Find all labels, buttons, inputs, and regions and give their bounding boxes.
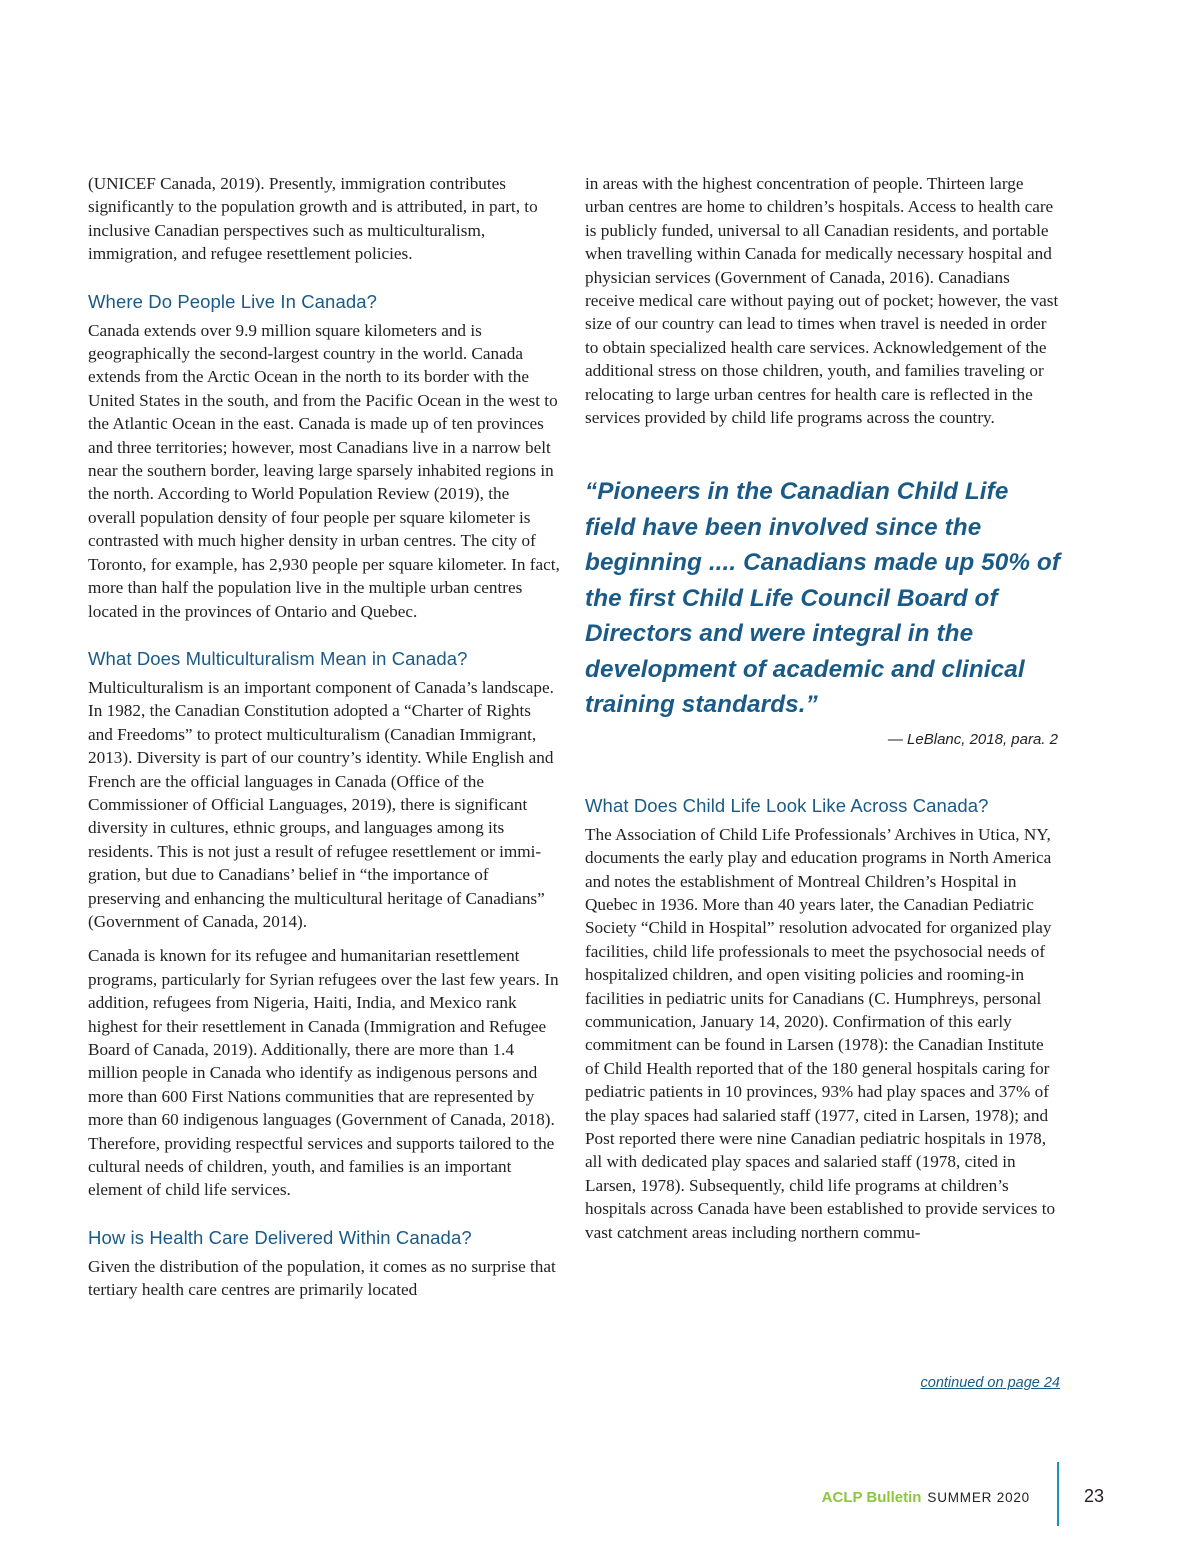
intro-paragraph: (UNICEF Canada, 2019). Presently, immigration contributes significantly to the population growth and is attributed, in part, to inclusive Canadian perspectives such as multiculturalism, immigration, and refugee resettlement policies. <box>88 174 538 264</box>
publication-name: ACLP Bulletin <box>821 1489 922 1506</box>
footer-publication <box>822 1489 1030 1506</box>
pull-quote: “Pioneers in the Canadian Child Life field have been involved since the beginning .... Canadians made up 50% of the first Child Life Council Board of Directors and were integral in the development of academic and clinical training standards.” <box>585 478 1061 718</box>
footer-divider <box>1057 1462 1059 1526</box>
page-number: 23 <box>1084 1486 1105 1506</box>
issue-date: SUMMER 2020 <box>927 1490 1030 1505</box>
where-people-live-paragraph: Canada extends over 9.9 million square kilometers and is geographically the second-largest country in the world. Canada extends from the Arctic Ocean in the north to its border with the United States in the south, and from the Pacific Ocean in the west to the Atlantic Ocean in the east. Canada is made up of ten provinces and three territories; however, most Canadians live in a narrow belt near the southern border, leaving large sparsely inhabited regions in the north. According to World Population Review (2019), the overall population density of four people per square kilometer is contrasted with much higher density in urban centres. The city of Toronto, for example, has 2,930 people per square kilometer. In fact, more than half the population live in the multiple urban centres located in the provinces of Ontario and Quebec. <box>88 320 560 621</box>
health-care-paragraph: Given the distribution of the population, it comes as no surprise that tertiary health care centres are primarily located <box>88 1256 556 1300</box>
section-heading-health-care: How is Health Care Delivered Within Canada? <box>88 1226 472 1248</box>
continued-paragraph: in areas with the highest concentration of people. Thirteen large urban centres are home to children’s hospitals. Access to health care is publicly funded, universal to all Canadian residents, and portable when travelling within Canada for medically necessary hospital and physician services (Government of Canada, 2016). Canadians receive medical care without paying out of pocket; however, the vast size of our country can lead to times when travel is needed in order to obtain specialized health care services. Acknowledgement of the additional stress on those children, youth, and families traveling or relocating to large urban centres for health care is reflected in the services provided by child life programs across the country. <box>585 174 1059 428</box>
right-column <box>585 172 1060 1255</box>
quote-attribution: — LeBlanc, 2018, para. 2 <box>887 731 1058 749</box>
continued-on-page-link[interactable]: continued on page 24 <box>920 1375 1060 1391</box>
section-heading-child-life: What Does Child Life Look Like Across Canada? <box>585 794 989 816</box>
section-heading-where-people-live: Where Do People Live In Canada? <box>88 290 378 312</box>
section-heading-multiculturalism: What Does Multiculturalism Mean in Canada? <box>88 647 468 669</box>
multiculturalism-paragraph-1: Multiculturalism is an important component of Canada’s landscape. In 1982, the Canadian Constitution adopted a “Charter of Rights and Freedoms” to protect multiculturalism (Canadian Immigrant, 2013). Diversity is part of our country’s identity. While English and French are the official languages in Canada (Office of the Commissioner of Official Languages, 2019), there is significant diversity in cultures, ethnic groups, and languages among its residents. This is not just a result of refugee resettlement or immigration, but due to Canadians’ belief in “the importance of preserving and enhancing the multicultural heritage of Canadians” (Government of Canada, 2014). <box>88 677 554 931</box>
left-column <box>88 172 560 1313</box>
multiculturalism-paragraph-2: Canada is known for its refugee and humanitarian resettlement programs, particularly for Syrian refugees over the last few years. In addition, refugees from Nigeria, Haiti, India, and Mexico rank highest for their resettlement in Canada (Immigration and Refugee Board of Canada, 2019). Additionally, there are more than 1.4 million people in Canada who identify as indigenous persons and more than 600 First Nations communities that are represented by more than 60 indigenous languages (Government of Canada, 2018). Therefore, providing respectful services and supports tailored to the cultural needs of children, youth, and families is an important element of child life services. <box>88 946 559 1200</box>
child-life-paragraph: The Association of Child Life Professionals’ Archives in Utica, NY, documents the early play and education programs in North America and notes the establishment of Montreal Children’s Hospital in Quebec in 1936. More than 40 years later, the Canadian Pediatric Society “Child in Hospital” resolution advocated for organized play facilities, child life professionals to meet the psychosocial needs of hospitalized children, and open visiting policies and rooming-in facilities in pediatric units for Canadians (C. Humphreys, personal communication, January 14, 2020). Confirmation of this early commitment can be found in Larsen (1978): the Canadian Institute of Child Health reported that of the 180 general hospitals caring for pediatric patients in 10 provinces, 93% had play spaces and 37% of the play spaces had salaried staff (1977, cited in Larsen, 1978); and Post reported there were nine Canadian pediatric hospitals in 1978, all with dedicated play spaces and salaried staff (1978, cited in Larsen, 1978). Subsequently, child life programs at children’s hospitals across Canada have been established to provide services to vast catchment areas including northern commu- <box>585 824 1056 1242</box>
